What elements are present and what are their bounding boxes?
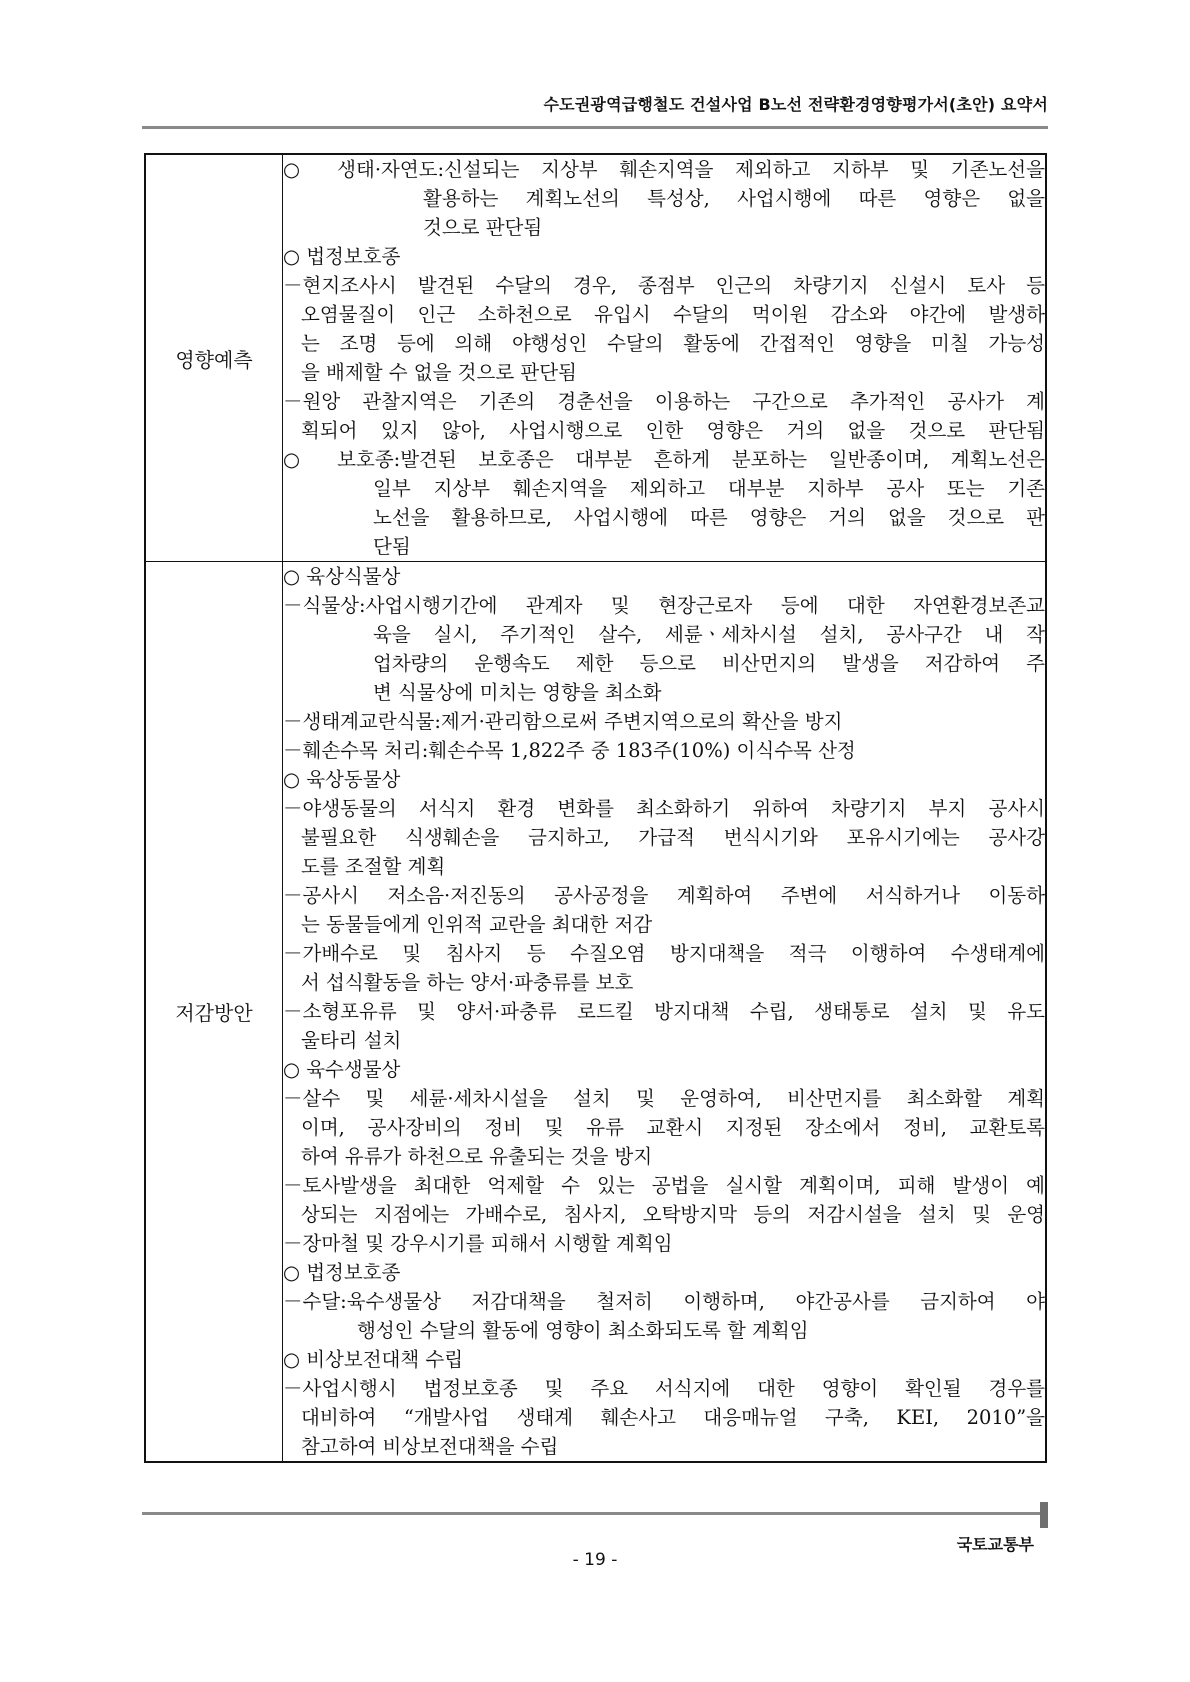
footer-divider: [142, 1512, 1048, 1515]
document-header-title: 수도권광역급행철도 건설사업 B노선 전략환경영향평가서(초안) 요약서: [543, 95, 1048, 114]
text-line: 불필요한 식생훼손을 금지하고, 가급적 번식시기와 포유시기에는 공사강: [301, 826, 1045, 849]
text-line: ○ 보호종:발견된 보호종은 대부분 흔하게 분포하는 일반종이며, 계획노선은: [283, 448, 1045, 471]
text-line: ○ 육상동물상: [283, 768, 401, 791]
text-line: －야생동물의 서식지 환경 변화를 최소화하기 위하여 차량기지 부지 공사시: [283, 797, 1045, 820]
page-number: - 19 -: [572, 1550, 618, 1570]
table-row-mitigation: [145, 562, 1046, 1463]
header-divider: [142, 126, 1048, 129]
text-line: 울타리 설치: [301, 1029, 402, 1052]
row-label-mitigation: 저감방안: [145, 562, 283, 1463]
table-row-impact-prediction: [145, 154, 1046, 562]
text-line: －현지조사시 발견된 수달의 경우, 종점부 인근의 차량기지 신설시 토사 등: [283, 274, 1045, 297]
text-line: 도를 조절할 계획: [301, 855, 446, 878]
text-line: 업차량의 운행속도 제한 등으로 비산먼지의 발생을 저감하여 주: [373, 652, 1045, 675]
text-line: 는 동물들에게 인위적 교란을 최대한 저감: [301, 913, 653, 936]
text-line: 대비하여 “개발사업 생태계 훼손사고 대응매뉴얼 구축, KEI, 2010”을: [301, 1406, 1045, 1429]
text-line: 행성인 수달의 활동에 영향이 최소화되도록 할 계획임: [357, 1319, 809, 1342]
text-line: －장마철 및 강우시기를 피해서 시행할 계획임: [283, 1232, 673, 1255]
text-line: 획되어 있지 않아, 사업시행으로 인한 영향은 거의 없을 것으로 판단됨: [301, 419, 1045, 442]
text-line: －토사발생을 최대한 억제할 수 있는 공법을 실시할 계획이며, 피해 발생이 예: [283, 1174, 1045, 1197]
text-line: ○ 육상식물상: [283, 565, 401, 588]
footer-accent-bar: [1040, 1502, 1048, 1528]
text-line: －공사시 저소음·저진동의 공사공정을 계획하여 주변에 서식하거나 이동하: [283, 884, 1045, 907]
text-line: －가배수로 및 침사지 등 수질오염 방지대책을 적극 이행하여 수생태계에: [283, 942, 1045, 965]
text-line: －소형포유류 및 양서·파충류 로드킬 방지대책 수립, 생태통로 설치 및 유도: [283, 1000, 1045, 1023]
row-content-impact-prediction: [283, 154, 1047, 562]
text-line: 참고하여 비상보전대책을 수립: [301, 1435, 559, 1458]
text-line: 상되는 지점에는 가배수로, 침사지, 오탁방지막 등의 저감시설을 설치 및 운영: [301, 1203, 1045, 1226]
text-line: ○ 비상보전대책 수립: [283, 1348, 464, 1371]
text-line: 것으로 판단됨: [423, 216, 543, 239]
text-line: －사업시행시 법정보호종 및 주요 서식지에 대한 영향이 확인될 경우를: [283, 1377, 1045, 1400]
text-line: －수달:육수생물상 저감대책을 철저히 이행하며, 야간공사를 금지하여 야: [283, 1290, 1045, 1313]
text-line: 이며, 공사장비의 정비 및 유류 교환시 지정된 장소에서 정비, 교환토록: [301, 1116, 1045, 1139]
text-line: 을 배제할 수 없을 것으로 판단됨: [301, 361, 577, 384]
text-line: －훼손수목 처리:훼손수목 1,822주 중 183주(10%) 이식수목 산정: [283, 739, 856, 762]
text-line: 활용하는 계획노선의 특성상, 사업시행에 따른 영향은 없을: [423, 187, 1045, 210]
text-line: 서 섭식활동을 하는 양서·파충류를 보호: [301, 971, 634, 994]
text-line: 일부 지상부 훼손지역을 제외하고 대부분 지하부 공사 또는 기존: [373, 477, 1045, 500]
text-line: 변 식물상에 미치는 영향을 최소화: [373, 681, 662, 704]
text-line: －살수 및 세륜·세차시설을 설치 및 운영하여, 비산먼지를 최소화할 계획: [283, 1087, 1045, 1110]
text-line: 오염물질이 인근 소하천으로 유입시 수달의 먹이원 감소와 야간에 발생하: [301, 303, 1045, 326]
text-line: 단됨: [373, 535, 411, 558]
text-line: 노선을 활용하므로, 사업시행에 따른 영향은 거의 없을 것으로 판: [373, 506, 1045, 529]
text-line: ○ 생태·자연도:신설되는 지상부 훼손지역을 제외하고 지하부 및 기존노선을: [283, 158, 1045, 181]
text-line: ○ 법정보호종: [283, 245, 401, 268]
summary-table: [144, 153, 1047, 1463]
text-line: 는 조명 등에 의해 야행성인 수달의 활동에 간접적인 영향을 미칠 가능성: [301, 332, 1045, 355]
text-line: ○ 법정보호종: [283, 1261, 401, 1284]
text-line: 육을 실시, 주기적인 살수, 세륜ㆍ세차시설 설치, 공사구간 내 작: [373, 623, 1045, 646]
footer-organization: 국토교통부: [956, 1535, 1034, 1554]
text-line: －생태계교란식물:제거·관리함으로써 주변지역으로의 확산을 방지: [283, 710, 843, 733]
text-line: －식물상:사업시행기간에 관계자 및 현장근로자 등에 대한 자연환경보존교: [283, 594, 1045, 617]
text-line: －원앙 관찰지역은 기존의 경춘선을 이용하는 구간으로 추가적인 공사가 계: [283, 390, 1045, 413]
row-content-mitigation: [283, 562, 1047, 1463]
text-line: ○ 육수생물상: [283, 1058, 401, 1081]
text-line: 하여 유류가 하천으로 유출되는 것을 방지: [301, 1145, 653, 1168]
row-label-impact-prediction: 영향예측: [145, 154, 283, 562]
